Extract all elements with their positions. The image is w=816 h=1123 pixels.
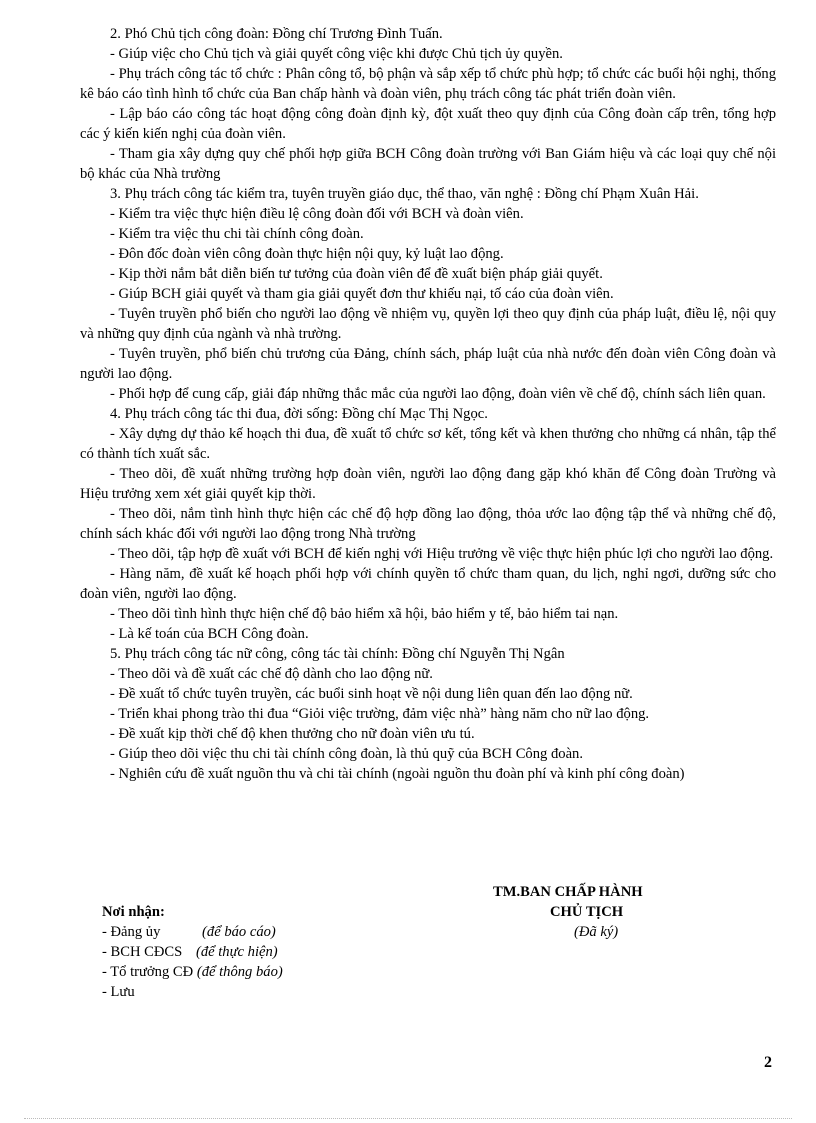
paragraph: - Hàng năm, đề xuất kế hoạch phối hợp với chính quyền tổ chức tham quan, du lịch, nghỉ ngơi, dưỡng sức cho đoàn viên, người lao động.: [80, 566, 776, 602]
recipient-note: (để báo cáo): [202, 924, 276, 940]
paragraph: - Phụ trách công tác tổ chức : Phân công tổ, bộ phận và sắp xếp tổ chức phù hợp; tổ chức các buổi hội nghị, thống kê báo cáo tình hình tổ chức của Ban chấp hành và đoàn viên, phụ trách công tác phát triển đoàn viên.: [80, 66, 776, 102]
paragraph: - Kịp thời nắm bắt diễn biến tư tưởng của đoàn viên để đề xuất biện pháp giải quyết.: [110, 266, 603, 282]
paragraph: - Đề xuất kịp thời chế độ khen thưởng cho nữ đoàn viên ưu tú.: [110, 726, 475, 742]
page-bottom-divider: [24, 1118, 792, 1119]
paragraph: - Xây dựng dự thảo kế hoạch thi đua, đề xuất tổ chức sơ kết, tổng kết và khen thưởng cho những cá nhân, tập thể có thành tích xuất sắc.: [80, 426, 776, 462]
paragraph: - Giúp việc cho Chủ tịch và giải quyết công việc khi được Chủ tịch ủy quyền.: [110, 46, 563, 62]
recipients-list: [102, 922, 283, 1002]
recipient-label: - Lưu: [102, 984, 135, 1000]
recipient-label: - Tổ trưởng CĐ: [102, 964, 194, 980]
paragraph: - Giúp theo dõi việc thu chi tài chính công đoàn, là thủ quỹ của BCH Công đoàn.: [110, 746, 583, 762]
page-number: 2: [764, 1054, 772, 1071]
recipient-note: (để thực hiện): [195, 944, 278, 960]
recipient-label: - Đảng ủy: [102, 924, 161, 940]
paragraph: - Lập báo cáo công tác hoạt động công đoàn định kỳ, đột xuất theo quy định của Công đoàn cấp trên, tổng hợp các ý kiến kiến nghị của đoàn viên.: [80, 106, 776, 142]
paragraph: - Theo dõi tình hình thực hiện chế độ bảo hiểm xã hội, bảo hiểm y tế, bảo hiểm tai nạn.: [110, 606, 619, 622]
paragraph: - Kiểm tra việc thu chi tài chính công đoàn.: [110, 226, 364, 242]
paragraph: 2. Phó Chủ tịch công đoàn: Đồng chí Trương Đình Tuấn.: [110, 26, 443, 42]
recipient-item: [102, 982, 283, 1002]
paragraph: 5. Phụ trách công tác nữ công, công tác tài chính: Đồng chí Nguyễn Thị Ngân: [110, 646, 565, 662]
paragraph: - Tuyên truyền, phổ biến chủ trương của Đảng, chính sách, pháp luật của nhà nước đến đoàn viên Công đoàn và người lao động.: [80, 346, 776, 382]
recipient-label: - BCH CĐCS: [102, 944, 183, 960]
signature-note: (Đã ký): [574, 924, 619, 940]
recipient-note: (để thông báo): [196, 964, 283, 980]
paragraph: - Theo dõi và đề xuất các chế độ dành cho lao động nữ.: [110, 666, 433, 682]
paragraph: 4. Phụ trách công tác thi đua, đời sống: Đồng chí Mạc Thị Ngọc.: [110, 406, 488, 422]
paragraph: - Nghiên cứu đề xuất nguồn thu và chi tài chính (ngoài nguồn thu đoàn phí và kinh phí công đoàn): [110, 766, 685, 782]
paragraph: - Đôn đốc đoàn viên công đoàn thực hiện nội quy, kỷ luật lao động.: [110, 246, 504, 262]
recipient-item: [102, 922, 283, 942]
paragraph: - Phối hợp để cung cấp, giải đáp những thắc mắc của người lao động, đoàn viên về chế độ, chính sách liên quan.: [110, 386, 766, 402]
recipient-item: [102, 942, 283, 962]
paragraph: - Là kế toán của BCH Công đoàn.: [110, 626, 309, 642]
paragraph: - Kiểm tra việc thực hiện điều lệ công đoàn đối với BCH và đoàn viên.: [110, 206, 524, 222]
paragraph: - Tuyên truyền phổ biến cho người lao động về nhiệm vụ, quyền lợi theo quy định của pháp luật, điều lệ, nội quy và những quy định của ngành và nhà trường.: [80, 306, 776, 342]
paragraph: - Tham gia xây dựng quy chế phối hợp giữa BCH Công đoàn trường với Ban Giám hiệu và các loại quy chế nội bộ khác của Nhà trường: [80, 146, 776, 182]
paragraph: - Theo dõi, tập hợp đề xuất với BCH để kiến nghị với Hiệu trưởng về việc thực hiện phúc lợi cho người lao động.: [110, 546, 774, 562]
document-body: [80, 24, 776, 784]
paragraph: - Giúp BCH giải quyết và tham gia giải quyết đơn thư khiếu nại, tố cáo của đoàn viên.: [110, 286, 614, 302]
paragraph: 3. Phụ trách công tác kiểm tra, tuyên truyền giáo dục, thể thao, văn nghệ : Đồng chí Phạm Xuân Hải.: [110, 186, 699, 202]
paragraph: - Theo dõi, đề xuất những trường hợp đoàn viên, người lao động đang gặp khó khăn để Công đoàn Trường và Hiệu trưởng xem xét giải quyết kịp thời.: [80, 466, 776, 502]
paragraph: - Đề xuất tổ chức tuyên truyền, các buổi sinh hoạt về nội dung liên quan đến lao động nữ.: [110, 686, 633, 702]
signature-title: TM.BAN CHẤP HÀNH: [493, 884, 643, 900]
recipients-heading: Nơi nhận:: [102, 904, 165, 920]
signature-role: CHỦ TỊCH: [550, 904, 624, 920]
recipient-item: [102, 962, 283, 982]
paragraph: - Triển khai phong trào thi đua “Giỏi việc trường, đảm việc nhà” hàng năm cho nữ lao động.: [110, 706, 650, 722]
paragraph: - Theo dõi, nắm tình hình thực hiện các chế độ hợp đồng lao động, thỏa ước lao động tập thể và những chế độ, chính sách khác đối với người lao động trong Nhà trường: [80, 506, 776, 542]
